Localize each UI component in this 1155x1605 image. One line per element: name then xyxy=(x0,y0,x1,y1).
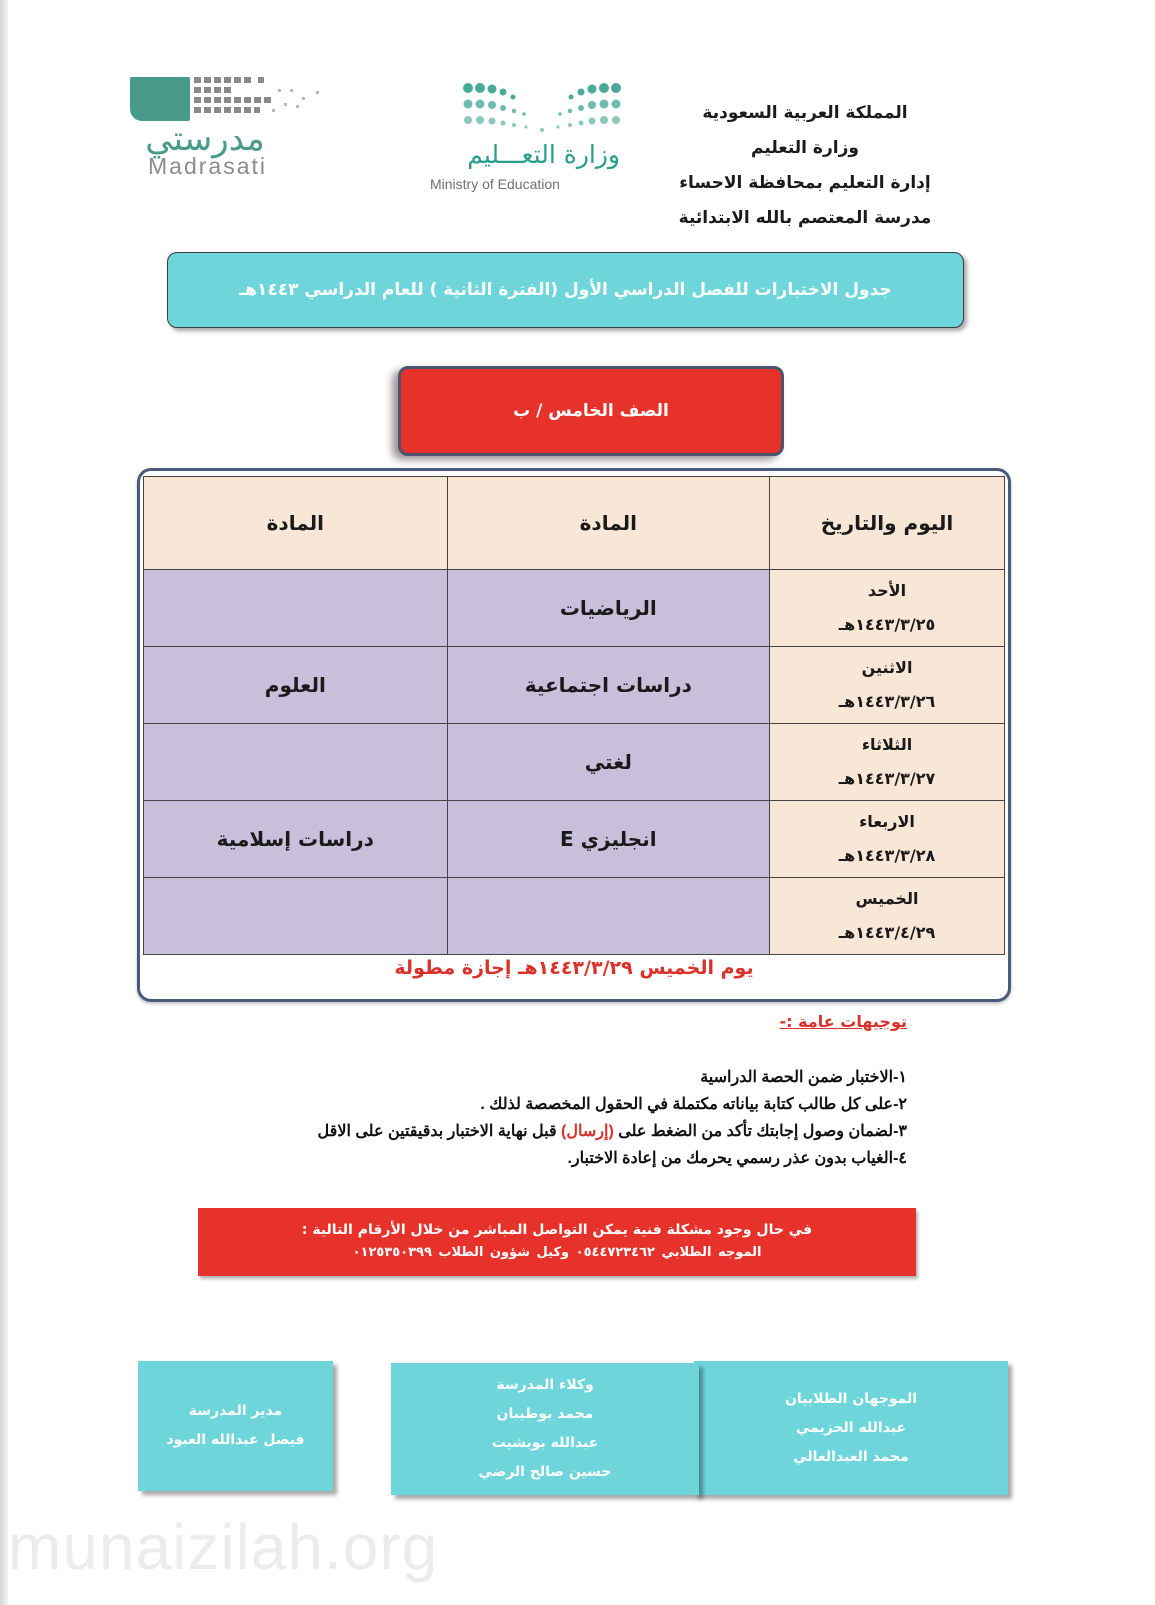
staff-name: عبدالله الحزيمي xyxy=(795,1419,907,1436)
staff-box-deputies xyxy=(391,1363,699,1495)
day-date-cell xyxy=(770,647,1005,724)
ministry-name-arabic: وزارة التعـــليم xyxy=(467,140,620,169)
holiday-note-text: يوم الخميس ١٤٤٣/٣/٢٩هـ إجازة مطولة xyxy=(394,957,754,979)
day-date: ١٤٤٣/٣/٢٦هـ xyxy=(838,692,936,711)
table-row xyxy=(144,724,1005,801)
header-subject-1: المادة xyxy=(447,477,769,570)
madrasati-name-english: Madrasati xyxy=(148,153,267,179)
header-subject-2: المادة xyxy=(144,477,448,570)
guideline-text: ٣-لضمان وصول إجابتك تأكد من الضغط على xyxy=(613,1123,907,1140)
staff-box-counselors xyxy=(694,1361,1008,1495)
day-date: ١٤٤٣/٣/٢٥هـ xyxy=(838,615,936,634)
subject-cell xyxy=(144,724,448,801)
subject-cell: الرياضيات xyxy=(447,570,769,647)
schedule-title-banner xyxy=(167,252,964,328)
day-date: ١٤٤٣/٣/٢٨هـ xyxy=(838,846,936,865)
day-date-cell xyxy=(770,878,1005,955)
header-line-school: مدرسة المعتصم بالله الابتدائية xyxy=(678,208,932,228)
contact-numbers: الموجه الطلابي ٠٥٤٤٧٢٣٤٦٢ وكيل شؤون الطلاب ٠١٢٥٣٥٠٣٩٩ xyxy=(352,1245,762,1260)
table-row xyxy=(144,801,1005,878)
guidelines-list xyxy=(318,1064,907,1172)
day-date-cell xyxy=(770,570,1005,647)
header-text-block xyxy=(645,96,965,236)
staff-title: مدير المدرسة xyxy=(188,1403,283,1419)
madrasati-name-arabic: مدرستي xyxy=(145,119,265,159)
staff-name: فيصل عبدالله العبود xyxy=(166,1432,305,1448)
ministry-name-english: Ministry of Education xyxy=(430,176,560,192)
day-name: الاربعاء xyxy=(859,812,915,831)
subject-cell xyxy=(447,878,769,955)
staff-name: محمد بوطيبان xyxy=(496,1406,594,1422)
guideline-item: ١-الاختبار ضمن الحصة الدراسية xyxy=(700,1069,907,1086)
subject-cell xyxy=(144,878,448,955)
guideline-item: ٤-الغياب بدون عذر رسمي يحرمك من إعادة الاختبار. xyxy=(567,1150,907,1167)
day-name: الاثنين xyxy=(861,658,913,677)
guideline-item xyxy=(318,1118,907,1145)
table-header-row xyxy=(144,477,1005,570)
guideline-text: قبل نهاية الاختبار بدقيقتين على الاقل xyxy=(317,1123,562,1140)
day-date-cell xyxy=(770,801,1005,878)
subject-cell: انجليزي E xyxy=(447,801,769,878)
staff-name: حسين صالح الرضي xyxy=(478,1464,612,1480)
table-row xyxy=(144,878,1005,955)
staff-title: الموجهان الطلابيان xyxy=(784,1390,918,1407)
guidelines-title: توجيهات عامة :- xyxy=(779,1012,907,1031)
header-line-directorate: إدارة التعليم بمحافظة الاحساء xyxy=(679,173,931,193)
contact-box xyxy=(198,1208,916,1276)
class-label-box xyxy=(398,366,784,456)
subject-cell: العلوم xyxy=(144,647,448,724)
staff-box-principal xyxy=(138,1361,333,1491)
schedule-title: جدول الاختبارات للفصل الدراسي الأول (الفترة الثانية ) للعام الدراسي ١٤٤٣هـ xyxy=(239,280,892,300)
guideline-item: ٢-على كل طالب كتابة بياناته مكتملة في الحقول المخصصة لذلك . xyxy=(480,1096,907,1113)
page-edge xyxy=(0,0,8,1605)
subject-cell: دراسات إسلامية xyxy=(144,801,448,878)
class-label: الصف الخامس / ب xyxy=(513,401,669,421)
header-line-ministry: وزارة التعليم xyxy=(751,138,859,158)
holiday-note xyxy=(143,946,1005,990)
day-name: الثلاثاء xyxy=(861,735,913,754)
watermark: munaizilah.org xyxy=(8,1511,439,1583)
exam-schedule-table xyxy=(143,476,1005,955)
subject-cell xyxy=(144,570,448,647)
contact-intro: في حال وجود مشكلة فنية يمكن التواصل المباشر من خلال الأرقام التالية : xyxy=(301,1222,813,1238)
day-date-cell xyxy=(770,724,1005,801)
header-line-kingdom: المملكة العربية السعودية xyxy=(702,103,908,123)
staff-name: محمد العبدالعالي xyxy=(793,1448,909,1465)
header-day-date: اليوم والتاريخ xyxy=(770,477,1005,570)
ministry-logo xyxy=(430,80,630,198)
book-icon xyxy=(130,77,190,121)
day-name: الأحد xyxy=(867,581,907,600)
day-date: ١٤٤٣/٣/٢٧هـ xyxy=(838,769,936,788)
staff-name: عبدالله بوبشيت xyxy=(491,1435,599,1451)
ministry-dots-icon xyxy=(462,80,622,136)
subject-cell: لغتي xyxy=(447,724,769,801)
staff-title: وكلاء المدرسة xyxy=(496,1377,594,1393)
day-date: ١٤٤٣/٤/٢٩هـ xyxy=(838,923,936,942)
table-row xyxy=(144,647,1005,724)
day-name: الخميس xyxy=(855,889,919,908)
send-highlight: (إرسال) xyxy=(561,1123,614,1140)
madrasati-logo xyxy=(130,75,340,185)
table-row xyxy=(144,570,1005,647)
pixel-grid-icon xyxy=(192,75,342,125)
subject-cell: دراسات اجتماعية xyxy=(447,647,769,724)
